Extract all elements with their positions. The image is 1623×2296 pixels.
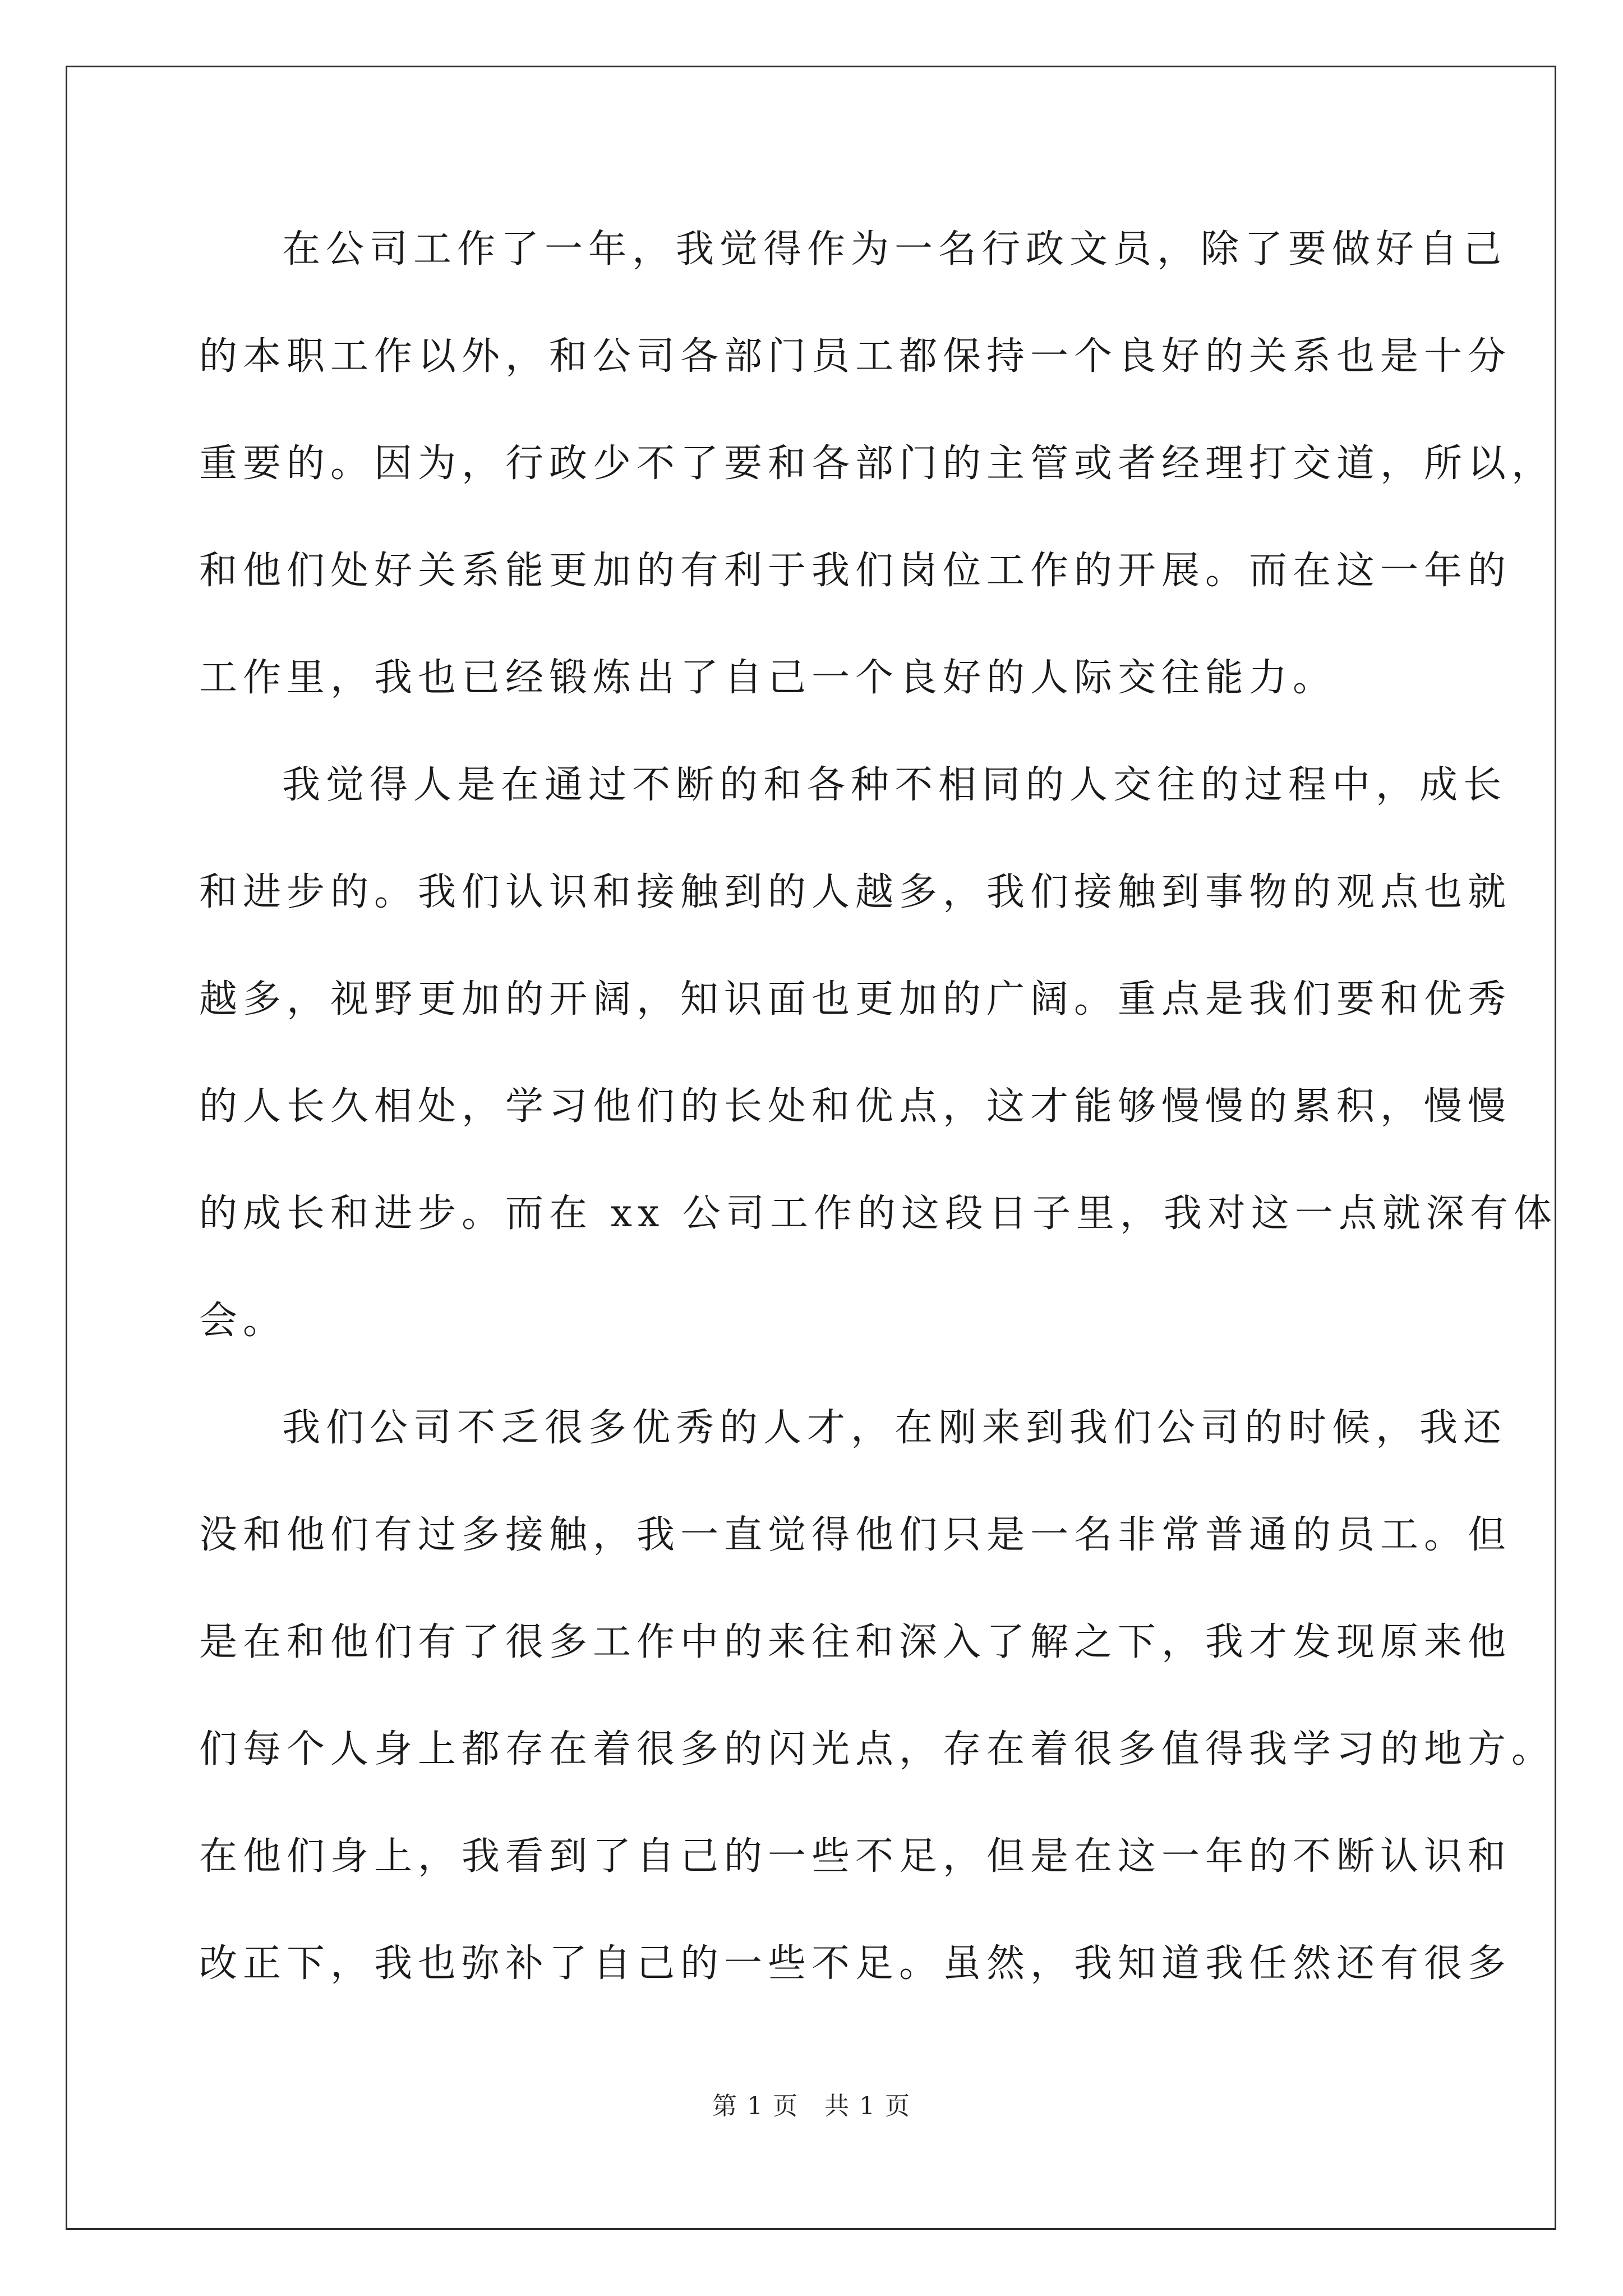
text-line: 改正下，我也弥补了自己的一些不足。虽然，我知道我任然还有很多 xyxy=(199,1941,1512,1986)
text-line: 我觉得人是在通过不断的和各种不相同的人交往的过程中，成长 xyxy=(282,763,1507,807)
text-line: 的本职工作以外，和公司各部门员工都保持一个良好的关系也是十分 xyxy=(199,334,1512,379)
text-line: 们每个人身上都存在着很多的闪光点，存在着很多值得我学习的地方。 xyxy=(199,1727,1556,1772)
text-line: 和他们处好关系能更加的有利于我们岗位工作的开展。而在这一年的 xyxy=(199,549,1512,593)
text-line: 重要的。因为，行政少不了要和各部门的主管或者经理打交道，所以， xyxy=(199,441,1556,486)
text-line: 在公司工作了一年，我觉得作为一名行政文员，除了要做好自己 xyxy=(282,227,1507,272)
text-line: 会。 xyxy=(199,1299,287,1343)
text-line: 工作里，我也已经锻炼出了自己一个良好的人际交往能力。 xyxy=(199,656,1337,700)
text-line: 的人长久相处，学习他们的长处和优点，这才能够慢慢的累积，慢慢 xyxy=(199,1084,1512,1129)
text-line: 的成长和进步。而在 xx 公司工作的这段日子里，我对这一点就深有体 xyxy=(199,1191,1557,1236)
text-line: 我们公司不乏很多优秀的人才，在刚来到我们公司的时候，我还 xyxy=(282,1406,1507,1450)
text-line: 没和他们有过多接触，我一直觉得他们只是一名非常普通的员工。但 xyxy=(199,1513,1512,1557)
page-number-footer: 第 1 页 共 1 页 xyxy=(712,2092,911,2120)
text-line: 越多，视野更加的开阔，知识面也更加的广阔。重点是我们要和优秀 xyxy=(199,977,1512,1022)
document-body xyxy=(199,216,1557,2037)
text-line: 和进步的。我们认识和接触到的人越多，我们接触到事物的观点也就 xyxy=(199,870,1512,914)
text-line: 在他们身上，我看到了自己的一些不足，但是在这一年的不断认识和 xyxy=(199,1834,1512,1879)
text-line: 是在和他们有了很多工作中的来往和深入了解之下，我才发现原来他 xyxy=(199,1620,1512,1664)
